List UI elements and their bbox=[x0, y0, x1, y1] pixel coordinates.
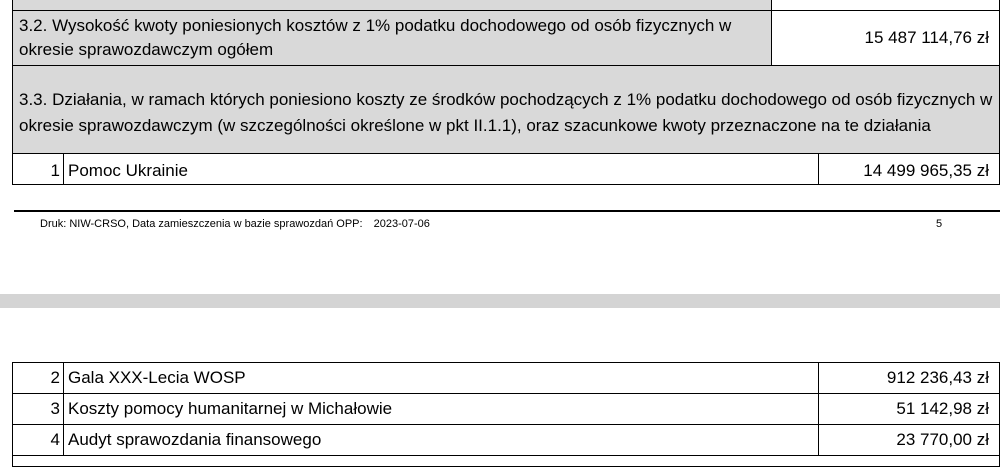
activity-amount-cell bbox=[818, 393, 1000, 425]
activity-amount-cell bbox=[818, 153, 1000, 185]
section-3-2-label bbox=[12, 10, 772, 66]
footer-print-text: Druk: NIW-CRSO, Data zamieszczenia w bazie sprawozdań OPP: bbox=[40, 218, 363, 230]
activity-no: 1 bbox=[50, 161, 60, 180]
activity-name-cell bbox=[63, 362, 819, 394]
activity-amount: 14 499 965,35 zł bbox=[863, 161, 989, 180]
activity-amount-cell bbox=[818, 424, 1000, 456]
page-separator bbox=[0, 294, 1000, 308]
activity-amount-cell bbox=[818, 362, 1000, 394]
activity-name-cell bbox=[63, 393, 819, 425]
activity-amount: 912 236,43 zł bbox=[886, 368, 989, 387]
activity-no: 3 bbox=[50, 399, 60, 418]
next-row-partial bbox=[12, 455, 1000, 467]
section-3-3-label-text: 3.3. Działania, w ramach których poniesiono koszty ze środków pochodzących z 1% podatku dochodowego od osób fizycznych w okresie sprawozdawczym (w szczególności określone w pkt II.1.1), oraz szacunkowe kwoty przeznaczone na te działania bbox=[19, 90, 993, 135]
footer-date: 2023-07-06 bbox=[373, 218, 430, 230]
section-3-3-label bbox=[12, 65, 1000, 154]
activity-name: Gala XXX-Lecia WOSP bbox=[68, 368, 246, 387]
activity-no-cell bbox=[12, 362, 64, 394]
activity-amount: 51 142,98 zł bbox=[896, 399, 989, 418]
activity-name-cell bbox=[63, 153, 819, 185]
activity-amount: 23 770,00 zł bbox=[896, 430, 989, 449]
activity-no: 4 bbox=[50, 430, 60, 449]
activity-no: 2 bbox=[50, 368, 60, 387]
section-3-2-amount-cell bbox=[771, 10, 1000, 66]
activity-name-cell bbox=[63, 424, 819, 456]
section-3-2-amount: 15 487 114,76 zł bbox=[864, 28, 989, 47]
section-3-2-label-text: 3.2. Wysokość kwoty poniesionych kosztów z 1% podatku dochodowego od osób fizycznych w okresie sprawozdawczym ogółem bbox=[19, 16, 732, 59]
footer-page-number: 5 bbox=[936, 218, 943, 230]
activity-name: Koszty pomocy humanitarnej w Michałowie bbox=[68, 399, 393, 418]
activity-no-cell bbox=[12, 393, 64, 425]
activity-name: Audyt sprawozdania finansowego bbox=[68, 430, 322, 449]
footer-divider bbox=[14, 210, 1000, 212]
activity-name: Pomoc Ukrainie bbox=[68, 161, 188, 180]
footer-print-info bbox=[40, 218, 430, 230]
activity-no-cell bbox=[12, 153, 64, 185]
activity-no-cell bbox=[12, 424, 64, 456]
